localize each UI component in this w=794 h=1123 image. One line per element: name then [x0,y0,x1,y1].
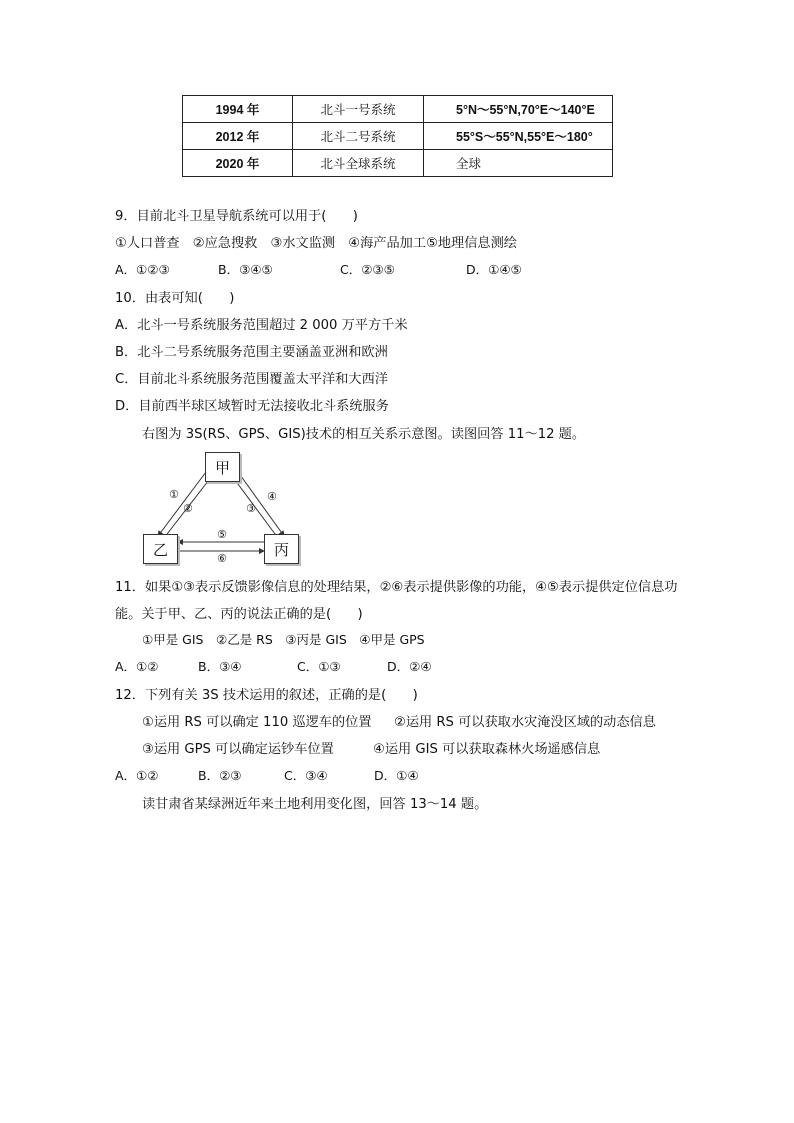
q12-option-b: B．②③ [198,768,242,783]
q12-option-a: A．①② [115,768,159,783]
table-cell-system: 北斗全球系统 [293,150,424,177]
q11-option-b: B．③④ [198,659,242,674]
q11-items: ①甲是 GIS ②乙是 RS ③丙是 GIS ④甲是 GPS [142,632,425,647]
beidou-table [182,95,613,177]
q12-stem: 12．下列有关 3S 技术运用的叙述，正确的是( ) [115,688,418,703]
q12-item-3: ③运用 GPS 可以确定运钞车位置 [142,742,334,757]
diagram-node-right: 丙 [264,534,299,564]
diagram-node-top: 甲 [205,452,240,482]
diagram-label-4: ④ [267,490,277,503]
q11-stem-line2: 能。关于甲、乙、丙的说法正确的是( ) [115,607,363,622]
q10-stem: 10．由表可知( ) [115,291,235,306]
q12-option-d: D．①④ [374,768,419,783]
diagram-label-1: ① [169,488,179,501]
table-cell-range: 55°S～55°N,55°E～180° [424,123,613,150]
q9-stem: 9．目前北斗卫星导航系统可以用于( ) [115,209,358,224]
table-cell-range: 5°N～55°N,70°E～140°E [424,96,613,123]
table-cell-year: 2020 年 [183,150,293,177]
q10-option-c: C．目前北斗系统服务范围覆盖太平洋和大西洋 [115,372,388,387]
q10-option-b: B．北斗二号系统服务范围主要涵盖亚洲和欧洲 [115,345,388,360]
q9-option-c: C．②③⑤ [340,262,395,277]
table-row [183,123,613,150]
diagram-label-5: ⑤ [217,528,227,541]
q10-option-a: A．北斗一号系统服务范围超过 2 000 万平方千米 [115,318,408,333]
q12-item-2: ②运用 RS 可以获取水灾淹没区域的动态信息 [394,715,656,730]
q9-option-a: A．①②③ [115,262,170,277]
q11-option-a: A．①② [115,659,159,674]
q11-option-c: C．①③ [297,659,341,674]
diagram-label-3: ③ [246,502,256,515]
q9-items: ①人口普查 ②应急搜救 ③水文监测 ④海产品加工⑤地理信息测绘 [115,236,517,251]
table-cell-range: 全球 [424,150,613,177]
q12-item-4: ④运用 GIS 可以获取森林火场遥感信息 [373,742,601,757]
intro-11-12: 右图为 3S(RS、GPS、GIS)技术的相互关系示意图。读图回答 11～12 题。 [142,427,586,442]
diagram-label-6: ⑥ [217,552,227,565]
table-cell-year: 2012 年 [183,123,293,150]
table-row [183,150,613,177]
q12-option-c: C．③④ [284,768,328,783]
q11-option-d: D．②④ [387,659,432,674]
table-cell-system: 北斗一号系统 [293,96,424,123]
table-cell-system: 北斗二号系统 [293,123,424,150]
table-row [183,96,613,123]
q9-option-d: D．①④⑤ [466,262,522,277]
q12-item-1: ①运用 RS 可以确定 110 巡逻车的位置 [142,715,372,730]
q10-option-d: D．目前西半球区域暂时无法接收北斗系统服务 [115,399,389,414]
table-cell-year: 1994 年 [183,96,293,123]
q11-stem-line1: 11．如果①③表示反馈影像信息的处理结果，②⑥表示提供影像的功能，④⑤表示提供定位信息功 [115,580,678,595]
diagram-node-left: 乙 [143,534,178,564]
intro-13-14: 读甘肃省某绿洲近年来土地利用变化图，回答 13～14 题。 [142,797,488,812]
diagram-label-2: ② [183,502,193,515]
q9-option-b: B．③④⑤ [218,262,273,277]
3s-diagram [142,450,302,565]
